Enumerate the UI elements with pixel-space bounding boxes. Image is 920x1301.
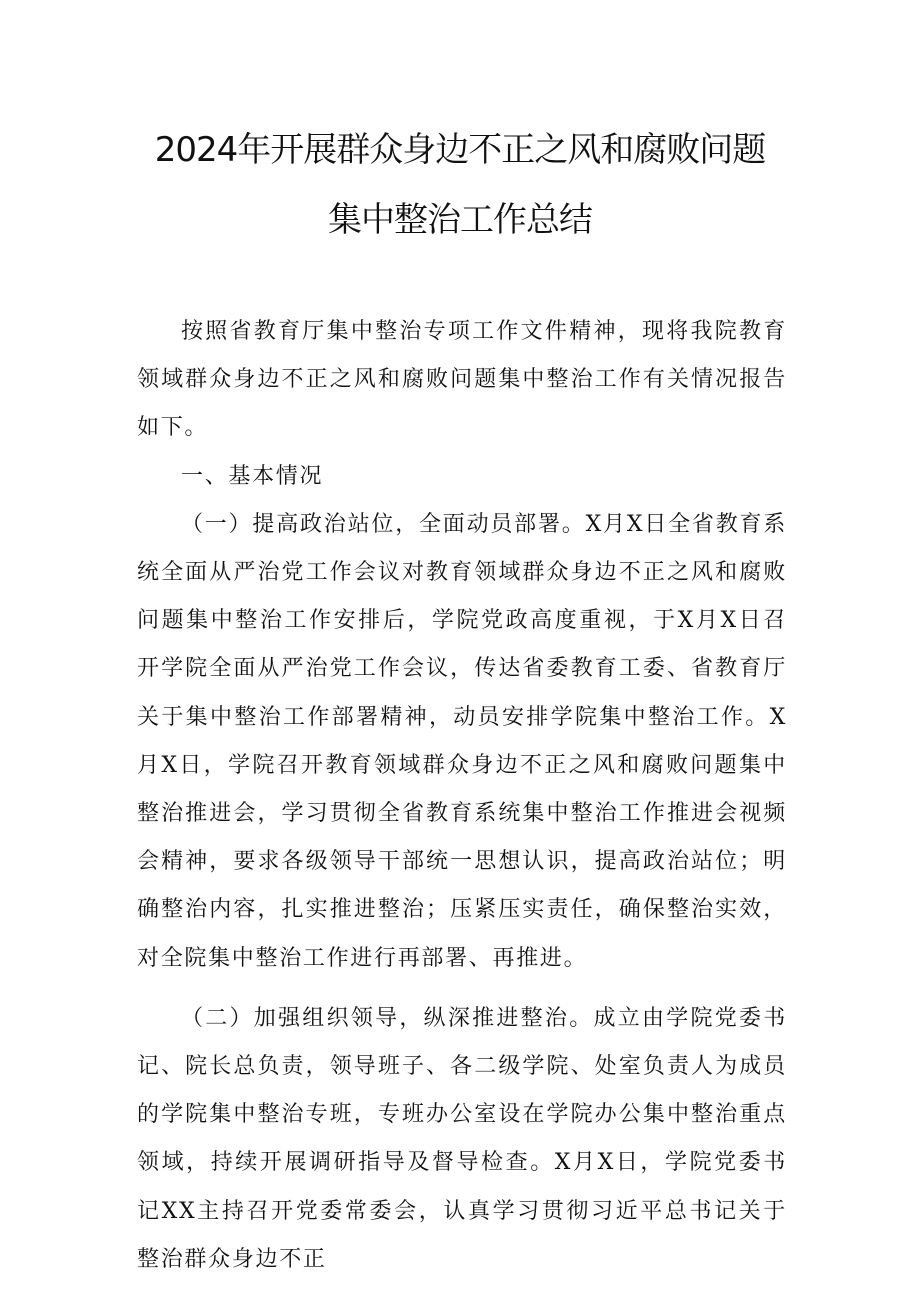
- document-title-line-2: 集中整治工作总结: [328, 200, 592, 240]
- document-title-line-1: 2024年开展群众身边不正之风和腐败问题: [154, 130, 766, 170]
- section-heading-basic-situation: 一、基本情况: [181, 463, 324, 489]
- document-body: [137, 308, 787, 1284]
- paragraph-section-1: （一）提高政治站位，全面动员部署。X月X日全省教育系统全面从严治党工作会议对教育领域群众身边不正之风和腐败问题集中整治工作安排后，学院党政高度重视，于X月X日召开学院全面从严治党工作会议，传达省委教育工委、省教育厅关于集中整治工作部署精神，动员安排学院集中整治工作。X月X日，学院召开教育领域群众身边不正之风和腐败问题集中整治推进会，学习贯彻全省教育系统集中整治工作推进会视频会精神，要求各级领导干部统一思想认识，提高政治站位；明确整治内容，扎实推进整治；压紧压实责任，确保整治实效，对全院集中整治工作进行再部署、再推进。: [137, 511, 787, 971]
- intro-paragraph: 按照省教育厅集中整治专项工作文件精神，现将我院教育领域群众身边不正之风和腐败问题集中整治工作有关情况报告如下。: [137, 319, 787, 441]
- paragraph-section-2: （二）加强组织领导，纵深推进整治。成立由学院党委书记、院长总负责，领导班子、各二级学院、处室负责人为成员的学院集中整治专班，专班办公室设在学院办公集中整治重点领域，持续开展调研指导及督导检查。X月X日，学院党委书记XX主持召开党委常委会，认真学习贯彻习近平总书记关于整治群众身边不正: [137, 1005, 787, 1272]
